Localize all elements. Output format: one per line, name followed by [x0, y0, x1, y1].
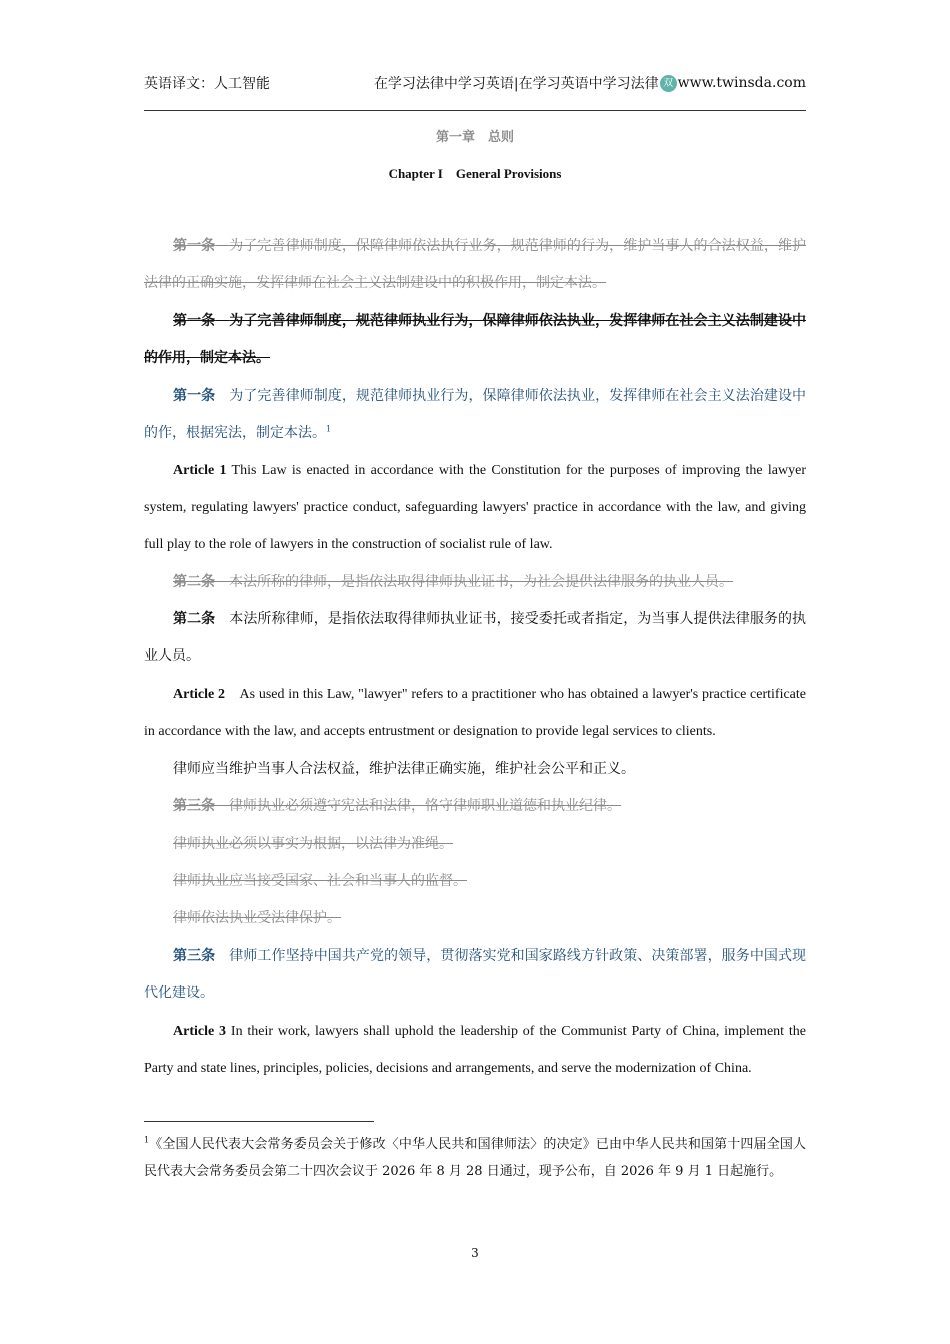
article-text: This Law is enacted in accordance with the Constitution for the purposes of improving the lawyer system, regulating lawyers' practice conduct, safeguarding lawyers' practice in accordance with the law, and giving full play to the role of lawyers in the construction of socialist rule of law. — [144, 463, 806, 552]
article-1-current — [144, 378, 806, 452]
header-rule — [144, 110, 806, 111]
header-url[interactable]: www.twinsda.com — [677, 75, 806, 91]
article-2-current — [144, 601, 806, 675]
article-text: 律师执业必须遵守宪法和法律，恪守律师职业道德和执业纪律。 — [229, 798, 621, 814]
article-label: 第一条 — [173, 238, 216, 254]
article-3-english — [144, 1013, 806, 1087]
article-label: Article 3 — [173, 1024, 227, 1039]
article-text: 为了完善律师制度，规范律师执业行为，保障律师依法执业，发挥律师在社会主义法制建设中的作用，制定本法。 — [144, 313, 807, 366]
article-3-original-para-3: 律师执业应当接受国家、社会和当事人的监督。 — [173, 873, 467, 889]
article-3-original — [144, 788, 806, 825]
article-2-paragraph-2: 律师应当维护当事人合法权益，维护法律正确实施，维护社会公平和正义。 — [173, 761, 635, 777]
article-label: Article 1 — [173, 463, 227, 478]
header-title: 英语译文：人工智能 — [144, 76, 270, 92]
site-logo-icon: 双 — [660, 75, 677, 92]
article-text: In their work, lawyers shall uphold the leadership of the Communist Party of China, implement the Party and state lines, principles, policies, decisions and arrangements, and serve the modernization of China. — [144, 1024, 806, 1076]
footnote-mark: 1 — [144, 1135, 150, 1145]
header-slogan — [374, 73, 806, 93]
article-text: 为了完善律师制度，保障律师依法执行业务，规范律师的行为，维护当事人的合法权益，维护法律的正确实施，发挥律师在社会主义法制建设中的积极作用，制定本法。 — [144, 238, 807, 291]
article-1-english — [144, 452, 806, 563]
article-3-original-para-2: 律师执业必须以事实为根据，以法律为准绳。 — [173, 836, 453, 852]
article-label: 第三条 — [173, 948, 216, 964]
article-2-original — [144, 564, 806, 601]
article-text: 本法所称律师，是指依法取得律师执业证书，接受委托或者指定，为当事人提供法律服务的执业人员。 — [144, 611, 807, 664]
page-number: 3 — [471, 1246, 479, 1260]
article-1-revised-2007 — [144, 303, 806, 377]
footnote — [144, 1131, 806, 1185]
chapter-title-cn: 第一章 总则 — [435, 130, 514, 145]
article-text: 为了完善律师制度，规范律师执业行为，保障律师依法执业，发挥律师在社会主义法治建设中的作，根据宪法，制定本法。 — [144, 388, 807, 441]
footnote-rule — [144, 1121, 374, 1122]
article-2-english — [144, 676, 806, 750]
article-label: 第一条 — [173, 313, 216, 329]
article-1-original — [144, 228, 806, 302]
footnote-text: 《全国人民代表大会常务委员会关于修改〈中华人民共和国律师法〉的决定》已由中华人民共和国第十四届全国人民代表大会常务委员会第二十四次会议于 2026 年 8 月 28 日通过，现予公布，自 2026 年 9 月 1 日起施行。 — [144, 1137, 806, 1179]
article-label: 第二条 — [173, 611, 216, 627]
article-text: 本法所称的律师，是指依法取得律师执业证书，为社会提供法律服务的执业人员。 — [229, 574, 733, 590]
footnote-ref[interactable]: 1 — [326, 424, 332, 434]
article-text: As used in this Law, "lawyer" refers to a practitioner who has obtained a lawyer's practice certificate in accordance with the law, and accepts entrustment or designation to provide legal services to clients. — [144, 687, 807, 739]
article-label: 第三条 — [173, 798, 215, 814]
article-label: 第一条 — [173, 388, 216, 404]
article-label: 第二条 — [173, 574, 215, 590]
article-label: Article 2 — [173, 687, 225, 702]
article-3-original-para-4: 律师依法执业受法律保护。 — [173, 910, 341, 926]
chapter-title-en: Chapter I General Provisions — [388, 166, 562, 181]
article-text: 律师工作坚持中国共产党的领导，贯彻落实党和国家路线方针政策、决策部署，服务中国式现代化建设。 — [144, 948, 807, 1001]
article-3-current — [144, 938, 806, 1012]
header-slogan-text: 在学习法律中学习英语|在学习英语中学习法律 — [373, 76, 659, 92]
